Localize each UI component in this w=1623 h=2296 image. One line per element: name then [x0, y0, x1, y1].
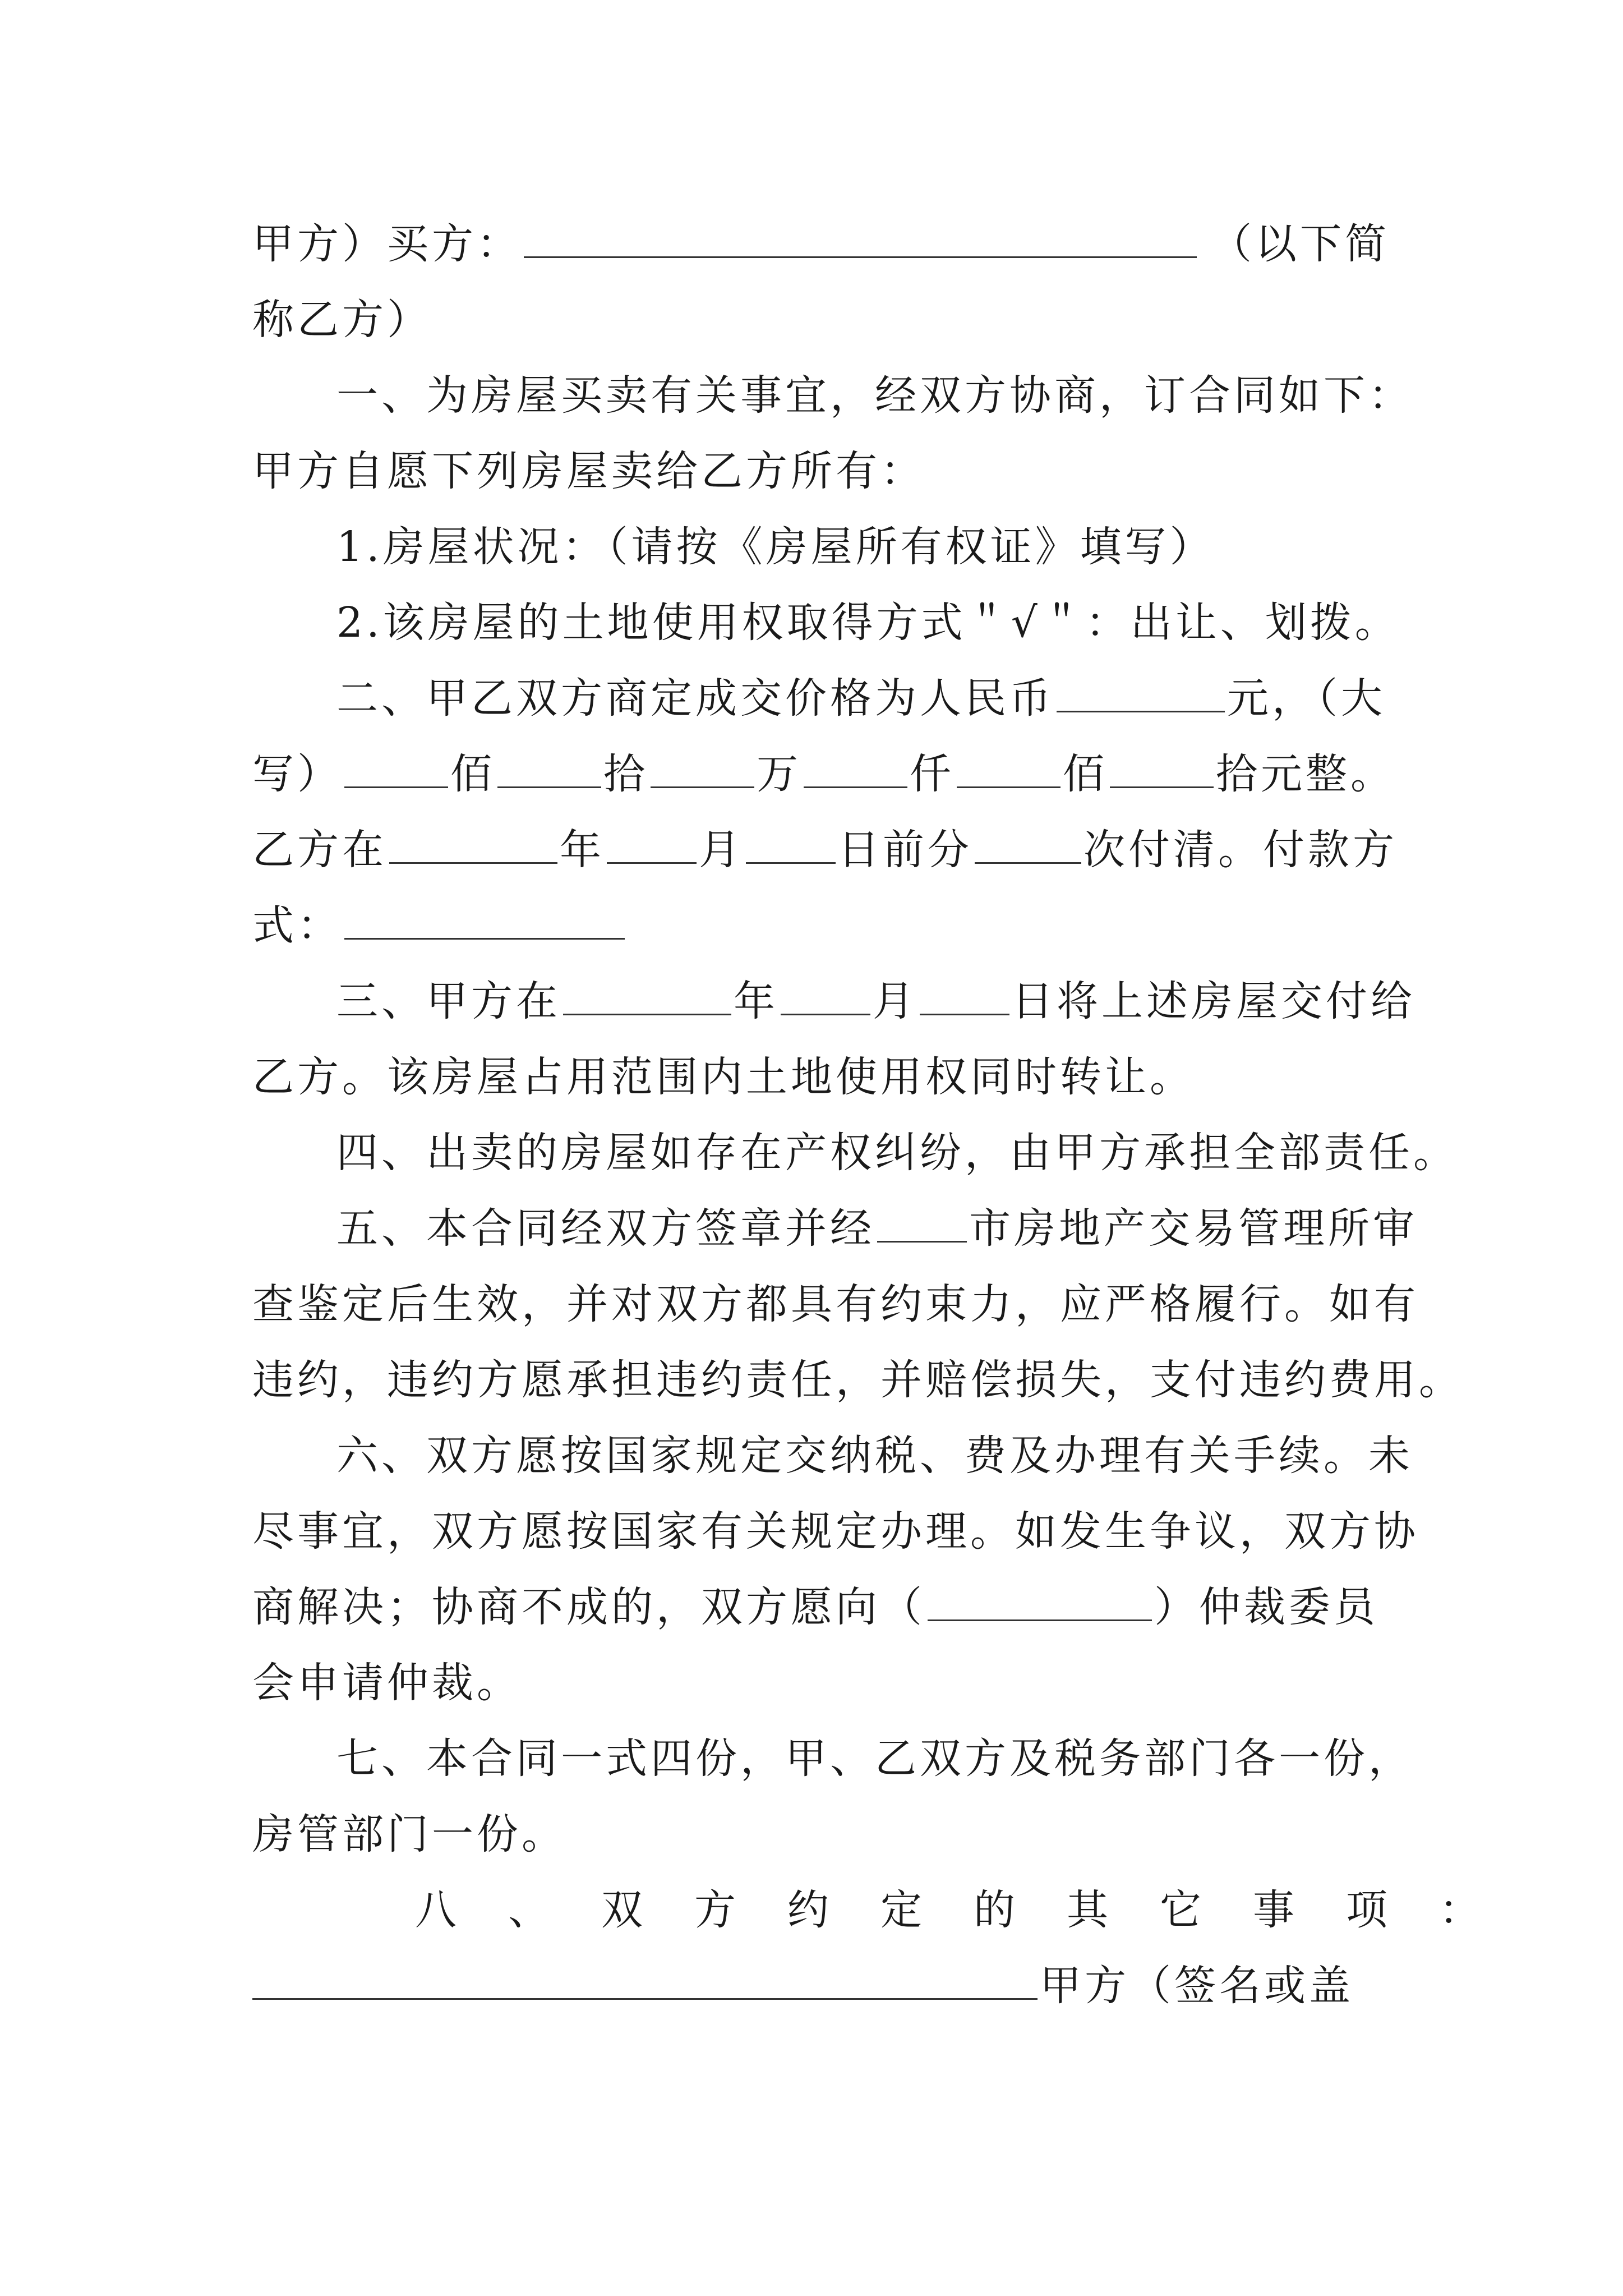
pay-year-unit: 年: [560, 826, 605, 874]
buyer-name-blank[interactable]: [524, 216, 1197, 258]
qian-blank[interactable]: [804, 746, 907, 788]
pay-method-label: 式：: [252, 901, 342, 950]
section-7-line-1: 七、本合同一式四份，甲、乙双方及税务部门各一份，: [336, 1734, 1413, 1783]
bai-blank-2[interactable]: [957, 746, 1061, 788]
item-1: 1.房屋状况：（请按《房屋所有权证》填写）: [336, 523, 1215, 571]
section-6-line-2: 尽事宜，双方愿按国家有关规定办理。如发生争议，双方协: [252, 1507, 1419, 1556]
bai-blank-1[interactable]: [344, 746, 448, 788]
section-8-line-2: [252, 1958, 1374, 2014]
approval-authority: 市房地产交易管理所审: [969, 1204, 1418, 1253]
section-6-line-3: [252, 1579, 1378, 1635]
delivery-month-unit: 月: [873, 977, 917, 1025]
pay-month-blank[interactable]: [607, 822, 697, 864]
section-8-heading: 八、双方约定的其它事项：: [415, 1886, 1532, 1934]
party-a-signature-label: 甲方（签名或盖: [1040, 1962, 1354, 2010]
section-1-body: 甲方自愿下列房屋卖给乙方所有：: [252, 447, 925, 495]
city-blank[interactable]: [877, 1200, 967, 1243]
pay-label: 乙方在: [252, 826, 387, 874]
section-7-line-2: 房管部门一份。: [252, 1810, 566, 1858]
shi-blank-2[interactable]: [1110, 746, 1214, 788]
pay-times-blank[interactable]: [975, 822, 1081, 864]
unit-shi-1: 拾: [603, 750, 648, 798]
section-3-line-1: [336, 973, 1415, 1029]
section-6-line-4: 会申请仲裁。: [252, 1659, 522, 1707]
unit-bai-2: 佰: [1063, 750, 1108, 798]
price-label: 二、甲乙双方商定成交价格为人民币: [336, 674, 1054, 723]
section-2-line-2: [252, 746, 1395, 802]
unit-shi-2: 拾元整。: [1216, 750, 1395, 798]
section-2-line-1: [336, 670, 1386, 726]
arbitration-committee: ）仲裁委员: [1154, 1583, 1378, 1631]
buyer-label: 甲方）买方：: [252, 220, 522, 268]
section-3-line-2: 乙方。该房屋占用范围内土地使用权同时转让。: [252, 1053, 1195, 1101]
pay-day-unit: 日前分: [838, 826, 972, 874]
other-matters-blank[interactable]: [252, 1958, 1038, 2000]
item-2: 2.该房屋的土地使用权取得方式＂√＂：出让、划拨。: [336, 599, 1400, 647]
section-1-heading: 一、为房屋买卖有关事宜，经双方协商，订合同如下：: [336, 371, 1413, 420]
section-4: 四、出卖的房屋如存在产权纠纷，由甲方承担全部责任。: [336, 1129, 1458, 1177]
unit-qian: 仟: [910, 750, 955, 798]
shi-blank-1[interactable]: [497, 746, 601, 788]
section-6-line-1: 六、双方愿按国家规定交纳税、费及办理有关手续。未: [336, 1432, 1413, 1480]
wan-blank[interactable]: [651, 746, 754, 788]
section-5-line-1: [336, 1200, 1418, 1257]
price-unit: 元，（大: [1227, 674, 1386, 723]
section-2-line-4: [252, 898, 1374, 954]
delivery-label: 三、甲方在: [336, 977, 561, 1025]
pay-method-blank[interactable]: [344, 898, 625, 940]
delivery-month-blank[interactable]: [781, 973, 870, 1015]
pay-times-unit: 次付清。付款方: [1083, 826, 1398, 874]
approval-label: 五、本合同经双方签章并经: [336, 1204, 875, 1253]
arbitration-blank[interactable]: [928, 1579, 1152, 1621]
delivery-year-blank[interactable]: [563, 973, 731, 1015]
delivery-day-unit: 日将上述房屋交付给: [1012, 977, 1415, 1025]
delivery-day-blank[interactable]: [920, 973, 1009, 1015]
capital-label: 写）: [252, 750, 342, 798]
pay-year-blank[interactable]: [389, 822, 557, 864]
arbitration-label: 商解决；协商不成的，双方愿向（: [252, 1583, 925, 1631]
delivery-year-unit: 年: [734, 977, 778, 1025]
pay-day-blank[interactable]: [746, 822, 836, 864]
section-2-line-3: [252, 822, 1398, 878]
unit-wan: 万: [757, 750, 801, 798]
pay-month-unit: 月: [699, 826, 744, 874]
buyer-line: [252, 216, 1390, 272]
buyer-suffix: （以下简: [1210, 220, 1390, 268]
buyer-line-2: 称乙方）: [252, 296, 432, 344]
price-blank[interactable]: [1057, 670, 1225, 712]
section-5-line-3: 违约，违约方愿承担违约责任，并赔偿损失，支付违约费用。: [252, 1356, 1464, 1404]
unit-bai-1: 佰: [450, 750, 495, 798]
section-5-line-2: 查鉴定后生效，并对双方都具有约束力，应严格履行。如有: [252, 1280, 1419, 1328]
